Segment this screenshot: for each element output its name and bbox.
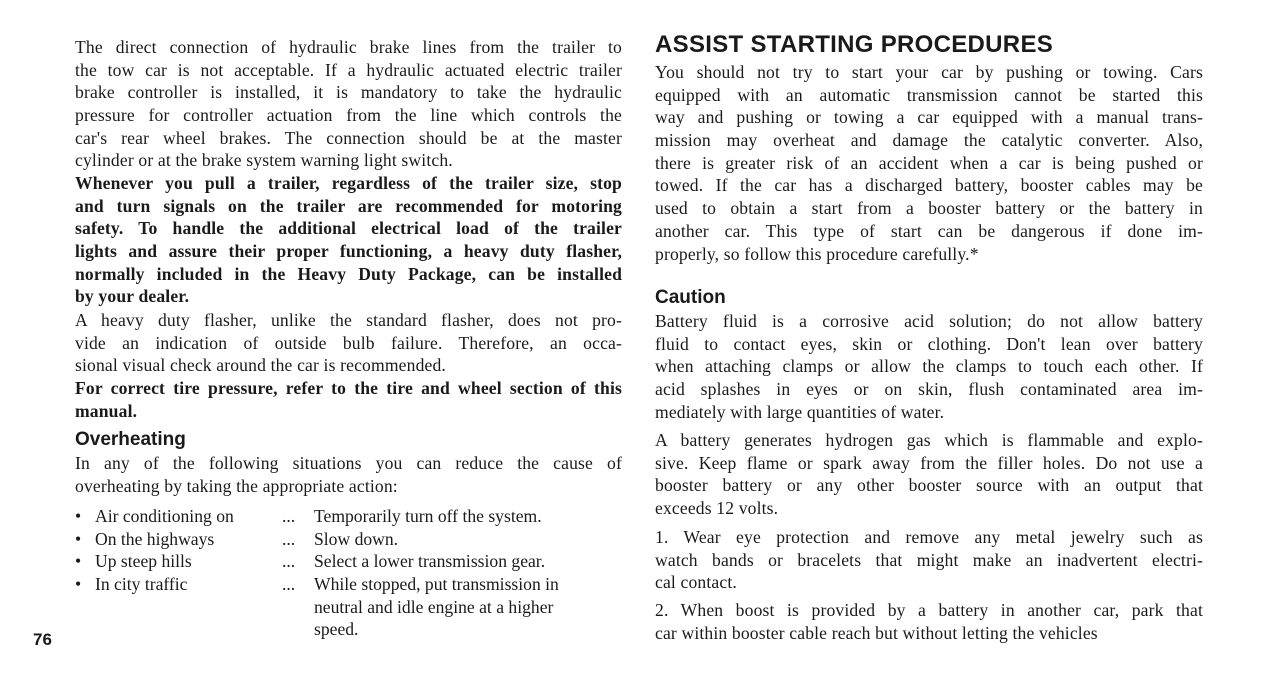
situation-condition: In city traffic — [95, 574, 188, 595]
bullet-icon: • — [75, 551, 82, 572]
text-line: towed. If the car has a discharged battery, booster cables may be — [655, 175, 1203, 196]
overheating-intro — [75, 452, 622, 497]
text-line: 2. When boost is provided by a battery in another car, park that — [655, 600, 1203, 620]
situation-action: Slow down. — [314, 528, 399, 549]
text-line: sive. Keep flame or spark away from the filler holes. Do not use a — [655, 452, 1203, 473]
text-line: and turn signals on the trailer are recommended for motoring — [75, 195, 622, 216]
leader-dots: ... — [282, 528, 296, 549]
assist-intro-paragraph — [655, 61, 1203, 265]
text-line: there is greater risk of an accident when a car is being pushed or — [655, 152, 1203, 173]
leader-dots: ... — [282, 506, 296, 526]
text-line: fluid to contact eyes, skin or clothing. Don't lean over battery — [655, 333, 1203, 354]
text-line: car's rear wheel brakes. The connection should be at the master — [75, 127, 622, 148]
text-line: cal contact. — [655, 572, 737, 593]
text-line: The direct connection of hydraulic brake lines from the trailer to — [75, 37, 622, 57]
text-line: For correct tire pressure, refer to the tire and wheel section of this — [75, 378, 622, 398]
text-line: exceeds 12 volts. — [655, 498, 779, 519]
situation-condition: Up steep hills — [95, 551, 192, 572]
text-line: brake controller is installed, it is mandatory to take the hydraulic — [75, 82, 622, 103]
situation-action: While stopped, put transmission in — [314, 574, 559, 595]
text-line: Whenever you pull a trailer, regardless of the trailer size, stop — [75, 173, 622, 193]
text-line: pressure for controller actuation from the line which controls the — [75, 105, 622, 126]
text-line: car within booster cable reach but without letting the vehicles — [655, 622, 1098, 643]
situation-action: neutral and idle engine at a higher — [314, 596, 554, 617]
situation-action: Select a lower transmission gear. — [314, 551, 546, 572]
text-line: the tow car is not acceptable. If a hydraulic actuated electric trailer — [75, 59, 622, 80]
text-line: by your dealer. — [75, 286, 190, 307]
page-number: 76 — [33, 630, 52, 649]
text-line: when attaching clamps or allow the clamps to touch each other. If — [655, 356, 1203, 377]
battery-fluid-paragraph — [655, 310, 1203, 423]
flasher-paragraph — [75, 309, 622, 377]
text-line: sional visual check around the car is recommended. — [75, 355, 446, 376]
text-line: watch bands or bracelets that might make an inadvertent electri- — [655, 549, 1203, 570]
caution-heading: Caution — [655, 287, 726, 308]
text-line: In any of the following situations you can reduce the cause of — [75, 453, 622, 473]
text-line: Battery fluid is a corrosive acid solution; do not allow battery — [655, 311, 1203, 331]
text-line: safety. To handle the additional electrical load of the trailer — [75, 218, 622, 239]
situation-condition: On the highways — [95, 528, 215, 549]
text-line: way and pushing or towing a car equipped with a manual trans- — [655, 107, 1203, 128]
text-line: overheating by taking the appropriate action: — [75, 475, 398, 496]
text-line: A heavy duty flasher, unlike the standard flasher, does not pro- — [75, 310, 622, 330]
text-line: acid splashes in eyes or on skin, flush contaminated area im- — [655, 379, 1203, 400]
text-line: cylinder or at the brake system warning light switch. — [75, 150, 453, 171]
situation-action: speed. — [314, 619, 359, 640]
situation-action: Temporarily turn off the system. — [314, 506, 542, 526]
text-line: used to obtain a start from a booster battery or the battery in — [655, 198, 1203, 219]
text-line: lights and assure their proper functioning, a heavy duty flasher, — [75, 241, 622, 262]
text-line: properly, so follow this procedure carefully.* — [655, 243, 979, 264]
text-line: manual. — [75, 400, 138, 421]
text-line: booster battery or any other booster source with an output that — [655, 475, 1203, 496]
text-line: another car. This type of start can be dangerous if done im- — [655, 220, 1203, 241]
leader-dots: ... — [282, 574, 296, 595]
text-line: normally included in the Heavy Duty Package, can be installed — [75, 263, 622, 284]
bullet-icon: • — [75, 574, 82, 595]
bullet-icon: • — [75, 528, 82, 549]
text-line: vide an indication of outside bulb failure. Therefore, an occa- — [75, 332, 622, 353]
hydrogen-gas-paragraph — [655, 429, 1203, 520]
text-line: You should not try to start your car by pushing or towing. Cars — [655, 62, 1203, 82]
assist-starting-heading: ASSIST STARTING PROCEDURES — [655, 31, 1054, 58]
tire-pressure-paragraph — [75, 377, 622, 422]
overheating-heading: Overheating — [75, 429, 186, 450]
text-line: mission may overheat and damage the catalytic converter. Also, — [655, 130, 1203, 151]
text-line: equipped with an automatic transmission cannot be started this — [655, 84, 1203, 105]
bullet-icon: • — [75, 506, 82, 526]
situation-condition: Air conditioning on — [95, 506, 234, 526]
text-line: mediately with large quantities of water. — [655, 401, 945, 422]
text-line: 1. Wear eye protection and remove any metal jewelry such as — [655, 527, 1203, 547]
text-line: A battery generates hydrogen gas which is flammable and explo- — [655, 430, 1203, 450]
trailer-brake-paragraph — [75, 36, 622, 172]
step-1 — [655, 526, 1203, 594]
trailer-signals-paragraph — [75, 172, 622, 308]
leader-dots: ... — [282, 551, 296, 572]
step-2 — [655, 599, 1203, 644]
